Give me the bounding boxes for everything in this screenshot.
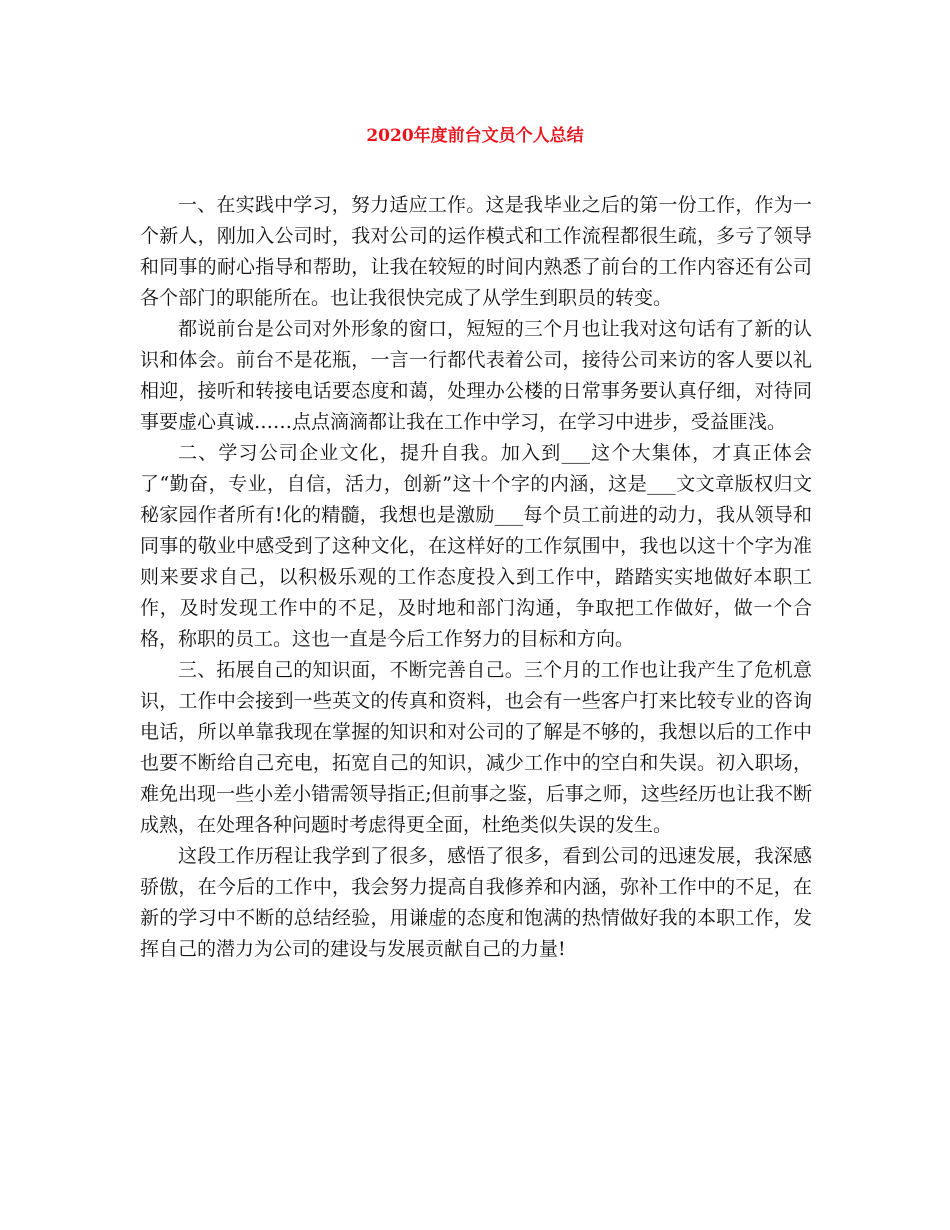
document-body bbox=[140, 190, 812, 965]
paragraph-2: 都说前台是公司对外形象的窗口，短短的三个月也让我对这句话有了新的认识和体会。前台不是花瓶，一言一行都代表着公司，接待公司来访的客人要以礼相迎，接听和转接电话要态度和蔼，处理办公楼的日常事务要认真仔细，对待同事要虚心真诚……点点滴滴都让我在工作中学习，在学习中进步，受益匪浅。 bbox=[140, 318, 812, 433]
document-title: 2020年度前台文员个人总结 bbox=[366, 126, 584, 146]
paragraph-5: 这段工作历程让我学到了很多，感悟了很多，看到公司的迅速发展，我深感骄傲，在今后的工作中，我会努力提高自我修养和内涵，弥补工作中的不足，在新的学习中不断的总结经验，用谦虚的态度和饱满的热情做好我的本职工作，发挥自己的潜力为公司的建设与发展贡献自己的力量! bbox=[140, 845, 812, 960]
paragraph-3: 二、学习公司企业文化，提升自我。加入到___这个大集体，才真正体会了“勤奋，专业，自信，活力，创新”这十个字的内涵，这是___文文章版权归文秘家园作者所有!化的精髓，我想也是激励___每个员工前进的动力，我从领导和同事的敬业中感受到了这种文化，在这样好的工作氛围中，我也以这十个字为准则来要求自己，以积极乐观的工作态度投入到工作中，踏踏实实地做好本职工作，及时发现工作中的不足，及时地和部门沟通，争取把工作做好，做一个合格，称职的员工。这也一直是今后工作努力的目标和方向。 bbox=[140, 442, 812, 650]
paragraph-4: 三、拓展自己的知识面，不断完善自己。三个月的工作也让我产生了危机意识，工作中会接到一些英文的传真和资料，也会有一些客户打来比较专业的咨询电话，所以单靠我现在掌握的知识和对公司的了解是不够的，我想以后的工作中也要不断给自己充电，拓宽自己的知识，减少工作中的空白和失误。初入职场，难免出现一些小差小错需领导指正;但前事之鉴，后事之师，这些经历也让我不断成熟，在处理各种问题时考虑得更全面，杜绝类似失误的发生。 bbox=[140, 659, 812, 836]
paragraph-1: 一、在实践中学习，努力适应工作。这是我毕业之后的第一份工作，作为一个新人，刚加入公司时，我对公司的运作模式和工作流程都很生疏，多亏了领导和同事的耐心指导和帮助，让我在较短的时间内熟悉了前台的工作内容还有公司各个部门的职能所在。也让我很快完成了从学生到职员的转变。 bbox=[140, 194, 812, 309]
